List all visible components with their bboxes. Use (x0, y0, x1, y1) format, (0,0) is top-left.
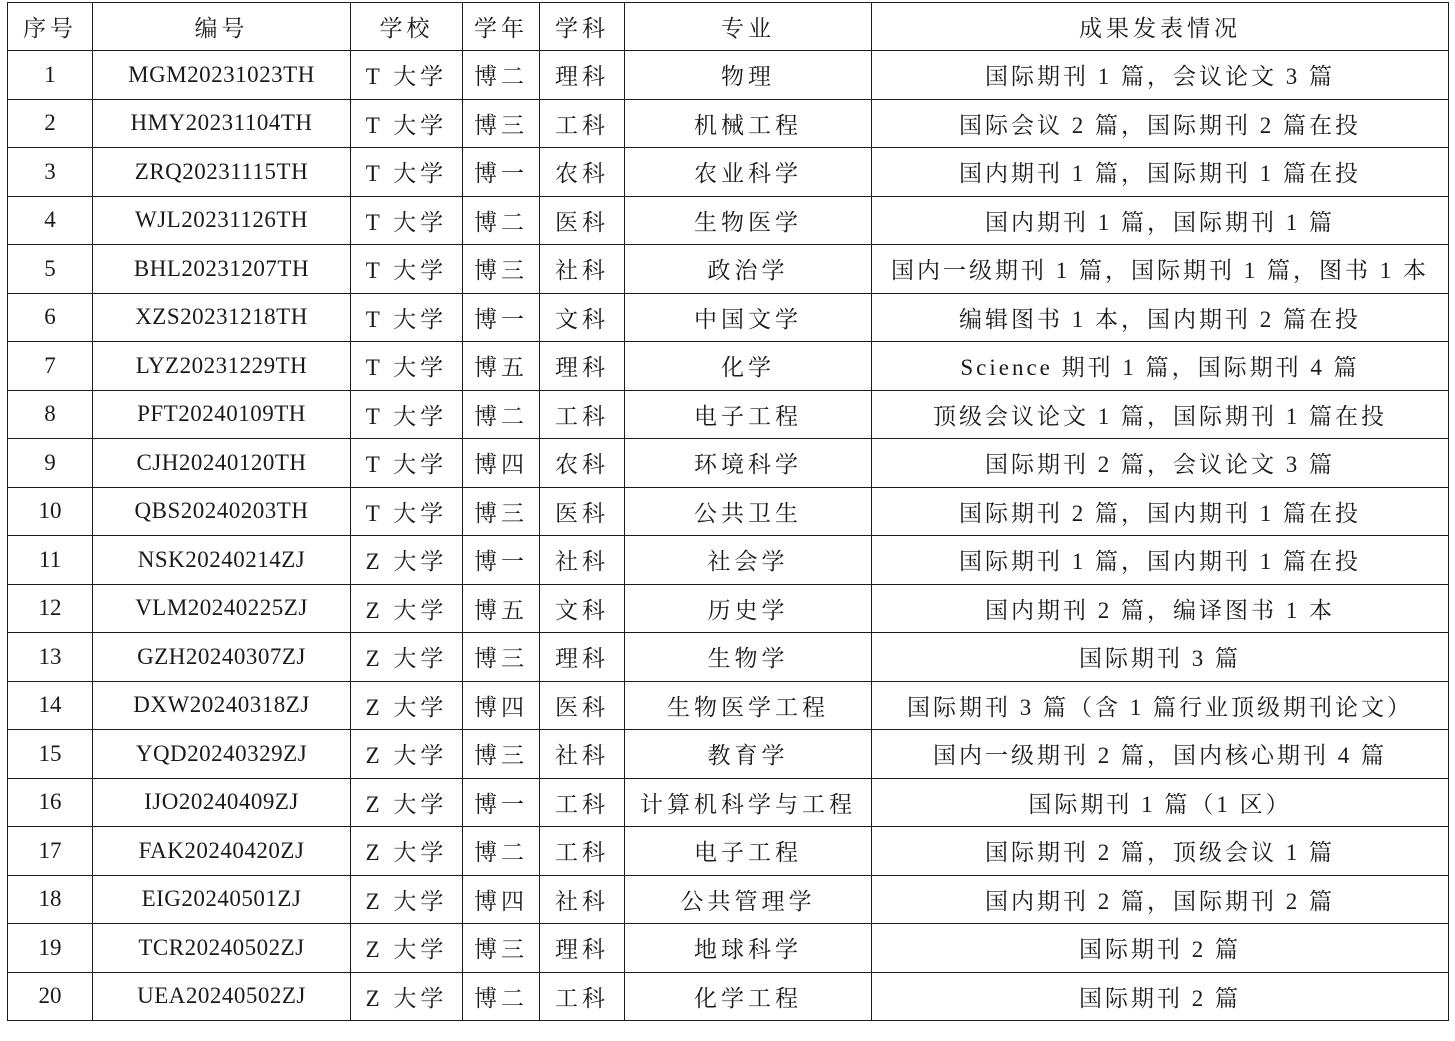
cell-school: T 大学 (351, 148, 463, 197)
cell-year: 博四 (463, 681, 540, 730)
cell-publications: 国内期刊 2 篇，编译图书 1 本 (872, 584, 1449, 633)
cell-major: 社会学 (625, 536, 872, 585)
cell-discipline: 社科 (540, 245, 625, 294)
cell-code: BHL20231207TH (93, 245, 351, 294)
cell-year: 博五 (463, 584, 540, 633)
cell-discipline: 医科 (540, 487, 625, 536)
cell-school: Z 大学 (351, 584, 463, 633)
cell-publications: 国际期刊 2 篇，顶级会议 1 篇 (872, 827, 1449, 876)
cell-seq: 1 (8, 51, 93, 100)
table-row (8, 487, 1449, 536)
cell-publications: 国际期刊 2 篇，国内期刊 1 篇在投 (872, 487, 1449, 536)
cell-seq: 2 (8, 99, 93, 148)
cell-code: YQD20240329ZJ (93, 730, 351, 779)
table-row (8, 245, 1449, 294)
cell-code: LYZ20231229TH (93, 342, 351, 391)
table-row (8, 342, 1449, 391)
cell-year: 博三 (463, 730, 540, 779)
table-body (8, 51, 1449, 1021)
cell-year: 博二 (463, 51, 540, 100)
cell-seq: 12 (8, 584, 93, 633)
cell-seq: 10 (8, 487, 93, 536)
cell-publications: 国内一级期刊 2 篇，国内核心期刊 4 篇 (872, 730, 1449, 779)
cell-year: 博二 (463, 196, 540, 245)
cell-school: Z 大学 (351, 536, 463, 585)
cell-publications: 国内期刊 1 篇，国际期刊 1 篇在投 (872, 148, 1449, 197)
table-row (8, 99, 1449, 148)
cell-year: 博三 (463, 245, 540, 294)
cell-code: UEA20240502ZJ (93, 972, 351, 1021)
cell-school: T 大学 (351, 390, 463, 439)
cell-publications: 国际期刊 3 篇 (872, 633, 1449, 682)
table-row (8, 536, 1449, 585)
table-row (8, 827, 1449, 876)
header-year: 学年 (463, 3, 540, 51)
cell-discipline: 医科 (540, 681, 625, 730)
cell-year: 博一 (463, 536, 540, 585)
cell-major: 化学 (625, 342, 872, 391)
cell-seq: 13 (8, 633, 93, 682)
cell-year: 博一 (463, 778, 540, 827)
header-row (8, 3, 1449, 51)
cell-major: 地球科学 (625, 924, 872, 973)
cell-discipline: 理科 (540, 51, 625, 100)
cell-school: T 大学 (351, 245, 463, 294)
cell-publications: 顶级会议论文 1 篇，国际期刊 1 篇在投 (872, 390, 1449, 439)
cell-school: Z 大学 (351, 778, 463, 827)
cell-major: 环境科学 (625, 439, 872, 488)
cell-code: TCR20240502ZJ (93, 924, 351, 973)
cell-code: PFT20240109TH (93, 390, 351, 439)
cell-discipline: 农科 (540, 148, 625, 197)
cell-code: HMY20231104TH (93, 99, 351, 148)
table-row (8, 390, 1449, 439)
cell-school: T 大学 (351, 487, 463, 536)
cell-discipline: 文科 (540, 584, 625, 633)
cell-seq: 20 (8, 972, 93, 1021)
cell-school: T 大学 (351, 293, 463, 342)
header-school: 学校 (351, 3, 463, 51)
cell-major: 机械工程 (625, 99, 872, 148)
cell-major: 电子工程 (625, 827, 872, 876)
cell-publications: 国内期刊 2 篇，国际期刊 2 篇 (872, 875, 1449, 924)
table-row (8, 681, 1449, 730)
cell-seq: 19 (8, 924, 93, 973)
cell-discipline: 社科 (540, 730, 625, 779)
cell-year: 博四 (463, 875, 540, 924)
cell-school: T 大学 (351, 196, 463, 245)
cell-discipline: 工科 (540, 778, 625, 827)
header-code: 编号 (93, 3, 351, 51)
cell-school: T 大学 (351, 439, 463, 488)
cell-major: 电子工程 (625, 390, 872, 439)
cell-seq: 9 (8, 439, 93, 488)
cell-publications: 国际期刊 2 篇 (872, 924, 1449, 973)
cell-discipline: 工科 (540, 99, 625, 148)
cell-year: 博一 (463, 293, 540, 342)
table-row (8, 148, 1449, 197)
cell-publications: 国际期刊 2 篇 (872, 972, 1449, 1021)
cell-publications: 国际期刊 1 篇，国内期刊 1 篇在投 (872, 536, 1449, 585)
cell-publications: 国际期刊 3 篇（含 1 篇行业顶级期刊论文） (872, 681, 1449, 730)
cell-code: WJL20231126TH (93, 196, 351, 245)
cell-seq: 14 (8, 681, 93, 730)
cell-discipline: 社科 (540, 536, 625, 585)
cell-publications: 国内期刊 1 篇，国际期刊 1 篇 (872, 196, 1449, 245)
cell-major: 历史学 (625, 584, 872, 633)
student-publications-table (7, 2, 1449, 1021)
table-row (8, 778, 1449, 827)
cell-code: IJO20240409ZJ (93, 778, 351, 827)
cell-seq: 8 (8, 390, 93, 439)
cell-seq: 5 (8, 245, 93, 294)
cell-code: FAK20240420ZJ (93, 827, 351, 876)
cell-publications: Science 期刊 1 篇，国际期刊 4 篇 (872, 342, 1449, 391)
cell-code: QBS20240203TH (93, 487, 351, 536)
cell-seq: 7 (8, 342, 93, 391)
cell-discipline: 文科 (540, 293, 625, 342)
cell-code: XZS20231218TH (93, 293, 351, 342)
cell-code: VLM20240225ZJ (93, 584, 351, 633)
header-publications: 成果发表情况 (872, 3, 1449, 51)
cell-seq: 15 (8, 730, 93, 779)
cell-discipline: 理科 (540, 924, 625, 973)
cell-major: 政治学 (625, 245, 872, 294)
cell-seq: 17 (8, 827, 93, 876)
cell-publications: 国际期刊 2 篇，会议论文 3 篇 (872, 439, 1449, 488)
cell-school: Z 大学 (351, 875, 463, 924)
cell-year: 博二 (463, 972, 540, 1021)
table-row (8, 51, 1449, 100)
cell-major: 生物医学 (625, 196, 872, 245)
cell-discipline: 医科 (540, 196, 625, 245)
cell-major: 教育学 (625, 730, 872, 779)
cell-seq: 6 (8, 293, 93, 342)
cell-major: 中国文学 (625, 293, 872, 342)
cell-school: T 大学 (351, 99, 463, 148)
cell-school: Z 大学 (351, 633, 463, 682)
cell-school: Z 大学 (351, 972, 463, 1021)
cell-discipline: 理科 (540, 633, 625, 682)
cell-major: 生物医学工程 (625, 681, 872, 730)
cell-year: 博三 (463, 99, 540, 148)
cell-year: 博四 (463, 439, 540, 488)
cell-year: 博五 (463, 342, 540, 391)
cell-code: CJH20240120TH (93, 439, 351, 488)
table-row (8, 293, 1449, 342)
cell-code: GZH20240307ZJ (93, 633, 351, 682)
table-row (8, 439, 1449, 488)
table-row (8, 584, 1449, 633)
cell-publications: 国际期刊 1 篇（1 区） (872, 778, 1449, 827)
cell-discipline: 工科 (540, 827, 625, 876)
cell-school: T 大学 (351, 51, 463, 100)
header-discipline: 学科 (540, 3, 625, 51)
cell-discipline: 理科 (540, 342, 625, 391)
cell-major: 生物学 (625, 633, 872, 682)
cell-school: Z 大学 (351, 681, 463, 730)
cell-publications: 国际会议 2 篇，国际期刊 2 篇在投 (872, 99, 1449, 148)
cell-code: NSK20240214ZJ (93, 536, 351, 585)
cell-year: 博三 (463, 633, 540, 682)
cell-major: 化学工程 (625, 972, 872, 1021)
cell-major: 物理 (625, 51, 872, 100)
cell-year: 博一 (463, 148, 540, 197)
cell-major: 计算机科学与工程 (625, 778, 872, 827)
cell-school: Z 大学 (351, 730, 463, 779)
cell-seq: 18 (8, 875, 93, 924)
cell-code: EIG20240501ZJ (93, 875, 351, 924)
cell-seq: 11 (8, 536, 93, 585)
cell-publications: 编辑图书 1 本，国内期刊 2 篇在投 (872, 293, 1449, 342)
cell-school: Z 大学 (351, 924, 463, 973)
table-container (7, 2, 1449, 1021)
cell-code: MGM20231023TH (93, 51, 351, 100)
cell-year: 博二 (463, 827, 540, 876)
cell-seq: 16 (8, 778, 93, 827)
header-seq: 序号 (8, 3, 93, 51)
cell-major: 公共卫生 (625, 487, 872, 536)
table-row (8, 924, 1449, 973)
cell-seq: 4 (8, 196, 93, 245)
cell-year: 博三 (463, 924, 540, 973)
header-major: 专业 (625, 3, 872, 51)
table-row (8, 972, 1449, 1021)
table-row (8, 196, 1449, 245)
cell-year: 博三 (463, 487, 540, 536)
cell-year: 博二 (463, 390, 540, 439)
cell-discipline: 工科 (540, 972, 625, 1021)
cell-discipline: 工科 (540, 390, 625, 439)
cell-code: DXW20240318ZJ (93, 681, 351, 730)
cell-code: ZRQ20231115TH (93, 148, 351, 197)
table-row (8, 730, 1449, 779)
cell-school: T 大学 (351, 342, 463, 391)
table-row (8, 633, 1449, 682)
cell-major: 农业科学 (625, 148, 872, 197)
cell-publications: 国内一级期刊 1 篇，国际期刊 1 篇，图书 1 本 (872, 245, 1449, 294)
cell-publications: 国际期刊 1 篇，会议论文 3 篇 (872, 51, 1449, 100)
cell-discipline: 社科 (540, 875, 625, 924)
cell-school: Z 大学 (351, 827, 463, 876)
table-row (8, 875, 1449, 924)
cell-discipline: 农科 (540, 439, 625, 488)
cell-seq: 3 (8, 148, 93, 197)
cell-major: 公共管理学 (625, 875, 872, 924)
